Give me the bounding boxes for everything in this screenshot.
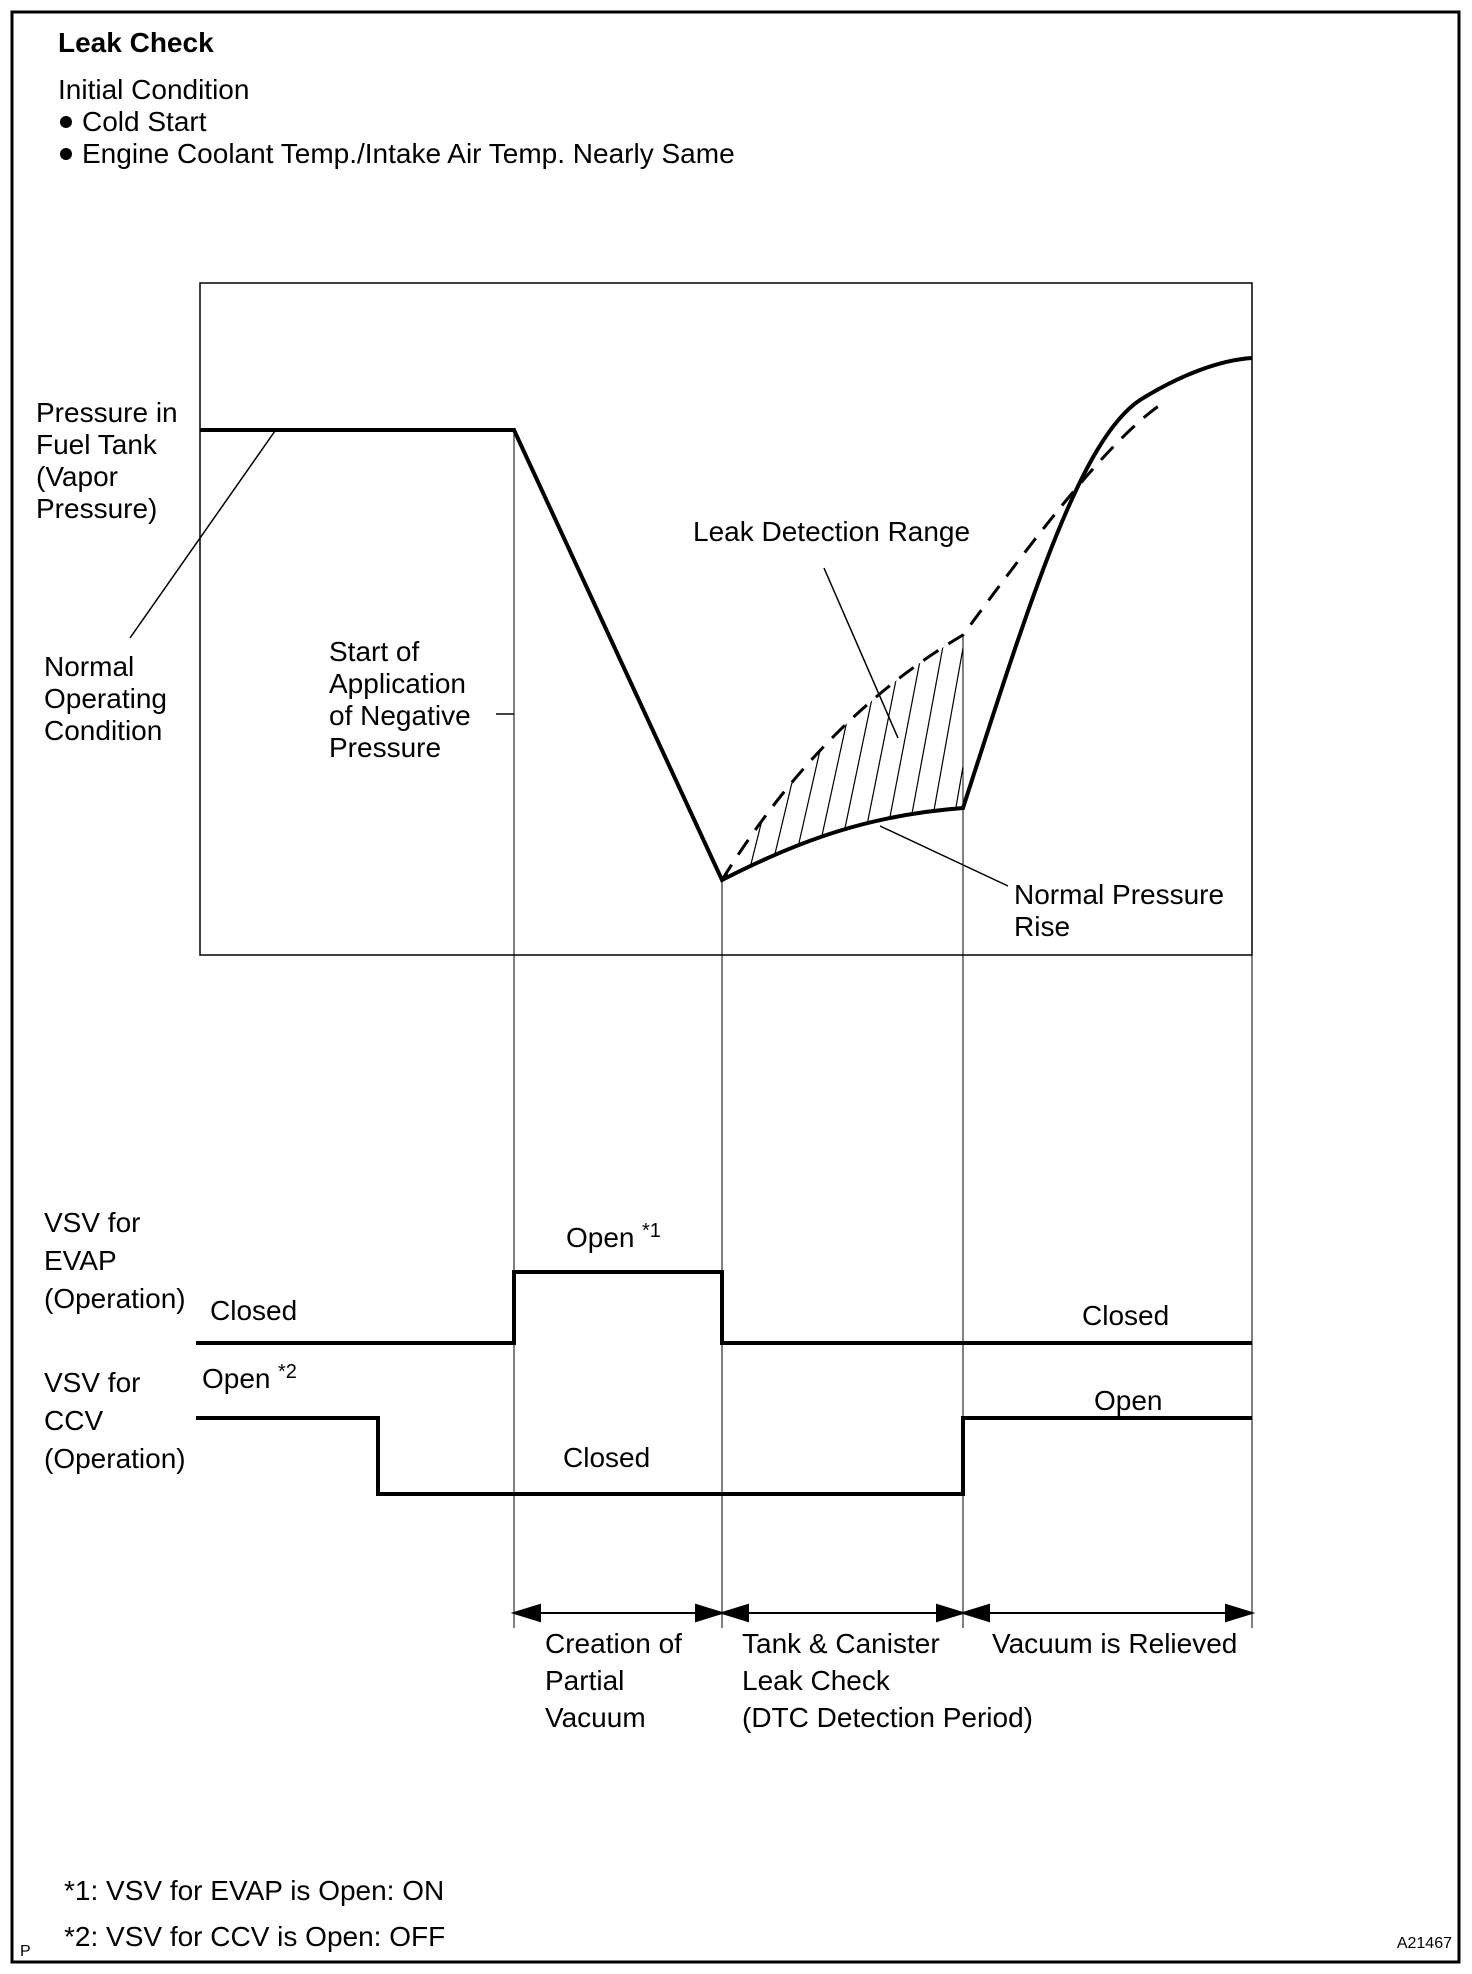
vsv-evap-open: Open <box>566 1222 635 1253</box>
pressure-curve <box>200 358 1252 880</box>
svg-text:Creation of: Creation of <box>545 1628 682 1659</box>
svg-text:Pressure: Pressure <box>329 732 442 763</box>
leader-line <box>130 431 275 638</box>
svg-text:of Negative: of Negative <box>329 700 471 731</box>
phase-arrows <box>514 1605 1252 1621</box>
vsv-ccv-signal <box>196 1418 1252 1494</box>
svg-text:Operating: Operating <box>44 683 167 714</box>
vsv-ccv-open-left: Open <box>202 1363 271 1394</box>
initial-condition-heading: Initial Condition <box>58 74 250 105</box>
leak-detection-hatch <box>720 610 990 900</box>
pressure-axis-label <box>36 397 178 524</box>
leader-line <box>880 826 1008 886</box>
vsv-ccv-closed: Closed <box>563 1442 651 1473</box>
svg-text:Pressure): Pressure) <box>36 493 158 524</box>
bullet-icon <box>60 116 72 128</box>
diagram-title: Leak Check <box>58 27 214 58</box>
svg-text:Fuel Tank: Fuel Tank <box>36 429 157 460</box>
vsv-evap-closed-right: Closed <box>1082 1300 1170 1331</box>
svg-text:Rise: Rise <box>1014 911 1071 942</box>
svg-text:Vacuum: Vacuum <box>545 1702 646 1733</box>
leak-detection-range-label: Leak Detection Range <box>693 516 971 547</box>
leader-line <box>824 568 898 738</box>
vsv-ccv-open-note: *2 <box>278 1361 297 1383</box>
svg-text:VSV for: VSV for <box>44 1367 141 1398</box>
vsv-evap-closed-left: Closed <box>210 1295 298 1326</box>
svg-text:VSV for: VSV for <box>44 1207 141 1238</box>
normal-operating-label <box>44 651 167 746</box>
svg-text:Start of: Start of <box>329 636 420 667</box>
pressure-graph-frame <box>200 283 1252 955</box>
outer-frame <box>12 12 1459 1962</box>
vsv-evap-open-note: *1 <box>642 1220 661 1242</box>
phase-label-leak-check <box>742 1628 1033 1733</box>
svg-text:Condition: Condition <box>44 715 163 746</box>
initial-condition-item: Engine Coolant Temp./Intake Air Temp. Nearly Same <box>82 138 735 169</box>
svg-text:Normal Pressure: Normal Pressure <box>1014 879 1225 910</box>
svg-text:Vacuum is Relieved: Vacuum is Relieved <box>992 1628 1238 1659</box>
vsv-evap-label <box>44 1207 186 1314</box>
svg-text:(Operation): (Operation) <box>44 1443 186 1474</box>
footnote: *2: VSV for CCV is Open: OFF <box>64 1921 446 1952</box>
svg-text:Pressure in: Pressure in <box>36 397 178 428</box>
svg-text:Application: Application <box>329 668 466 699</box>
normal-pressure-rise-label <box>1014 879 1224 942</box>
vsv-ccv-label <box>44 1367 186 1474</box>
phase-label-partial-vacuum <box>545 1628 682 1733</box>
figure-code: A21467 <box>1396 1935 1452 1952</box>
svg-text:(Operation): (Operation) <box>44 1283 186 1314</box>
svg-text:Tank & Canister: Tank & Canister <box>742 1628 940 1659</box>
phase-label-vacuum-relieved <box>992 1628 1237 1659</box>
svg-text:Leak Check: Leak Check <box>742 1665 890 1696</box>
vsv-ccv-open-right: Open <box>1094 1385 1163 1416</box>
svg-text:EVAP: EVAP <box>44 1245 117 1276</box>
svg-text:Partial: Partial <box>545 1665 625 1696</box>
svg-text:CCV: CCV <box>44 1405 104 1436</box>
initial-condition-item: Cold Start <box>82 106 207 137</box>
bullet-icon <box>60 148 72 160</box>
svg-text:Normal: Normal <box>44 651 135 682</box>
corner-mark-left: P <box>20 1943 31 1960</box>
svg-text:(Vapor: (Vapor <box>36 461 118 492</box>
svg-text:(DTC Detection Period): (DTC Detection Period) <box>742 1702 1033 1733</box>
start-negative-pressure-label <box>329 636 471 763</box>
footnote: *1: VSV for EVAP is Open: ON <box>64 1875 445 1906</box>
